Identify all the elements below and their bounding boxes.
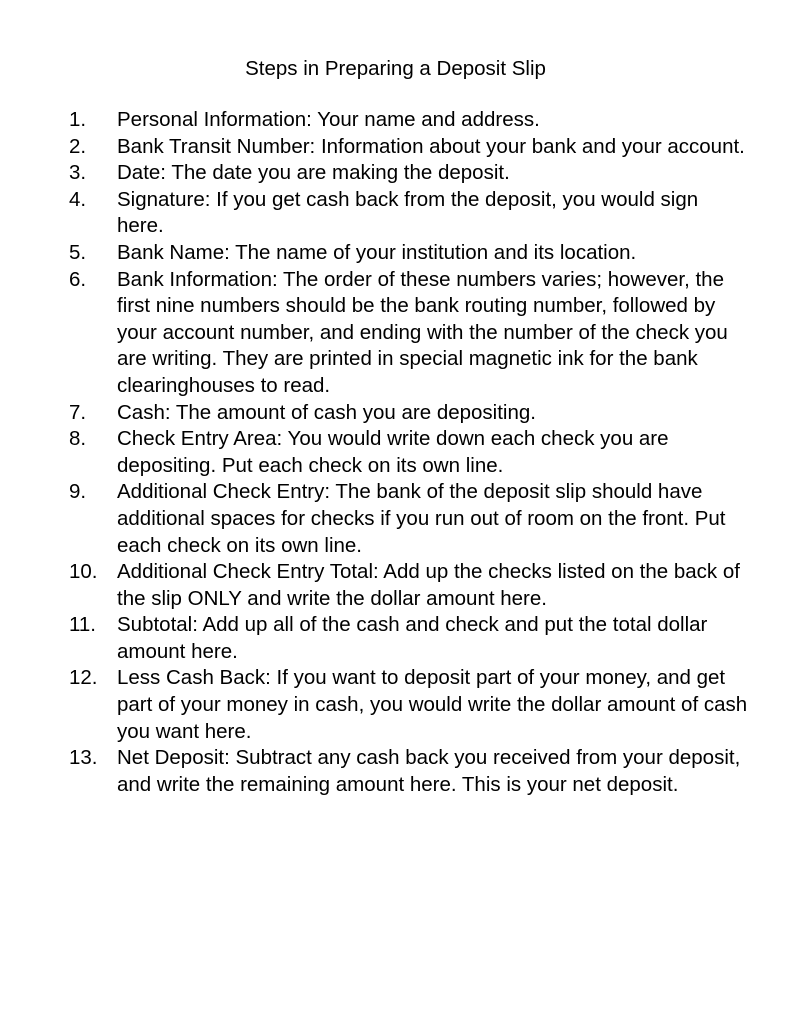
step-number: 6. (69, 267, 87, 291)
list-item (69, 559, 749, 612)
step-text: Bank Transit Number: Information about your bank and your account. (117, 134, 745, 158)
step-text: Signature: If you get cash back from the deposit, you would sign here. (117, 187, 699, 238)
list-item (69, 187, 749, 240)
step-number: 3. (69, 161, 87, 185)
step-number: 10. (69, 560, 98, 584)
list-item (69, 612, 749, 665)
step-number: 9. (69, 480, 87, 504)
list-item (69, 426, 749, 479)
step-text: Subtotal: Add up all of the cash and check and put the total dollar amount here. (117, 613, 708, 663)
step-number: 8. (69, 427, 87, 451)
step-text: Additional Check Entry: The bank of the deposit slip should have additional spaces for checks if you run out of room on the front. Put each check on its own line. (117, 480, 726, 557)
list-item (69, 107, 749, 134)
step-text: Cash: The amount of cash you are depositing. (117, 400, 536, 424)
list-item (69, 134, 749, 161)
step-number: 7. (69, 400, 87, 424)
step-text: Bank Information: The order of these numbers varies; however, the first nine numbers should be the bank routing number, followed by your account number, and ending with the number of the check you are writing. They are printed in special magnetic ink for the bank clearinghouses to read. (117, 267, 728, 397)
document-title: Steps in Preparing a Deposit Slip (245, 57, 546, 80)
step-text: Check Entry Area: You would write down each check you are depositing. Put each check on its own line. (117, 427, 669, 477)
step-number: 2. (69, 134, 87, 158)
step-text: Additional Check Entry Total: Add up the checks listed on the back of the slip ONLY and write the dollar amount here. (117, 560, 740, 610)
list-item (69, 745, 749, 798)
list-item (69, 160, 749, 187)
steps-list (69, 107, 749, 798)
step-number: 12. (69, 666, 98, 690)
step-number: 5. (69, 240, 87, 264)
step-text: Less Cash Back: If you want to deposit part of your money, and get part of your money in cash, you would write the dollar amount of cash you want here. (117, 666, 748, 743)
step-text: Bank Name: The name of your institution and its location. (117, 240, 637, 264)
step-number: 11. (69, 613, 96, 637)
step-text: Personal Information: Your name and address. (117, 108, 540, 131)
step-text: Date: The date you are making the deposit. (117, 161, 510, 185)
list-item (69, 240, 749, 267)
step-text: Net Deposit: Subtract any cash back you received from your deposit, and write the remaining amount here. This is your net deposit. (117, 746, 741, 796)
list-item (69, 479, 749, 559)
list-item (69, 267, 749, 400)
list-item (69, 400, 749, 427)
step-number: 4. (69, 187, 87, 211)
list-item (69, 665, 749, 745)
step-number: 13. (69, 746, 98, 770)
step-number: 1. (69, 108, 87, 131)
